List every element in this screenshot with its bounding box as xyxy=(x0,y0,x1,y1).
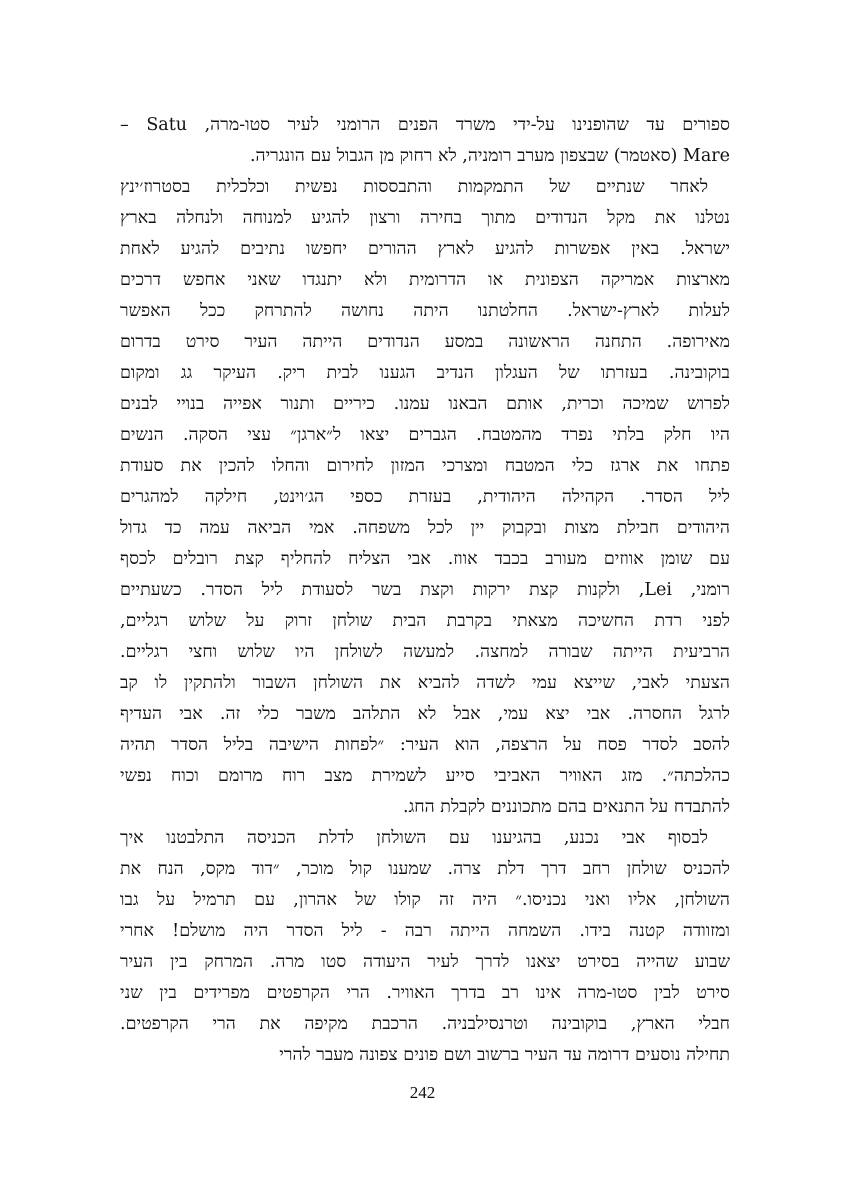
text-line: פתחו את ארגז כלי המטבח ומצרכי המזון לחירום והחלו להכין את סעודת xyxy=(120,456,730,476)
text-line: היהודים חבילת מצות ובקבוק יין לכל משפחה. אמי הביאה עמה כד גדול xyxy=(120,518,730,538)
text-line: ישראל. באין אפשרות להגיע לארץ ההורים יחפשו נתיבים להגיע לאחת xyxy=(120,239,730,259)
page-number: 242 xyxy=(409,1083,436,1102)
text-line: חבלי הארץ, בוקובינה וטרנסילבניה. הרכבת מקיפה את הרי הקרפטים. xyxy=(120,1014,730,1034)
text-line: הצעתי לאבי, שייצא עמי לשדה להביא את השולחן השבור ולהתקין לו קב xyxy=(120,673,730,693)
text-line: עם שומן אווזים מעורב בכבד אווז. אבי הצליח להחליף קצת רובלים לכסף xyxy=(120,549,730,569)
text-line: ומזוודה קטנה בידו. השמחה הייתה רבה - ליל הסדר היה מושלם! אחרי xyxy=(120,921,730,941)
text-line: ספורים עד שהופנינו על-ידי משרד הפנים הרומני לעיר סטו-מרה, Satu – xyxy=(120,115,730,135)
paragraph xyxy=(120,172,730,823)
text-line: נטלנו את מקל הנדודים מתוך בחירה ורצון להגיע למנוחה ולנחלה בארץ xyxy=(120,208,730,228)
text-line: ליל הסדר. הקהילה היהודית, בעזרת כספי הג׳וינט, חילקה למהגרים xyxy=(120,487,730,507)
text-line: להתבדח על התנאים בהם מתכוננים לקבלת החג. xyxy=(402,797,730,817)
text-line: לרגל החסרה. אבי יצא עמי, אבל לא התלהב משבר כלי זה. אבי העדיף xyxy=(120,704,730,724)
text-line: Mare (סאטמר) שבצפון מערב רומניה, לא רחוק מן הגבול עם הונגריה. xyxy=(249,146,730,166)
text-line: השולחן, אליו ואני נכניסו.״ היה זה קולו של אהרון, עם תרמיל על גבו xyxy=(120,890,730,910)
text-line: שבוע שהייה בסירט יצאנו לדרך לעיר היעודה סטו מרה. המרחק בין העיר xyxy=(120,952,730,972)
paragraph xyxy=(120,823,730,1071)
text-line: רומני, Lei, ולקנות קצת ירקות וקצת בשר לסעודת ליל הסדר. כשעתיים xyxy=(120,580,730,600)
text-line: לפני רדת החשיכה מצאתי בקרבת הבית שולחן זרוק על שלוש רגליים, xyxy=(120,611,730,631)
text-line: מאירופה. התחנה הראשונה במסע הנדודים הייתה העיר סירט בדרום xyxy=(120,332,730,352)
text-line: לבסוף אבי נכנע, בהגיענו עם השולחן לדלת הכניסה התלבטנו איך xyxy=(120,828,708,848)
text-line: לפרוש שמיכה וכרית, אותם הבאנו עמנו. כיריים ותנור אפייה בנויי לבנים xyxy=(120,394,730,414)
paragraph xyxy=(120,110,730,172)
text-line: היו חלק בלתי נפרד מהמטבח. הגברים יצאו ל״ארגן״ עצי הסקה. הנשים xyxy=(120,425,730,445)
text-line: סירט לבין סטו-מרה אינו רב בדרך האוויר. הרי הקרפטים מפרידים בין שני xyxy=(120,983,730,1003)
text-line: תחילה נוסעים דרומה עד העיר ברשוב ושם פונים צפונה מעבר להרי xyxy=(279,1045,730,1065)
text-line: בוקובינה. בעזרתו של העגלון הנדיב הגענו לבית ריק. העיקר גג ומקום xyxy=(120,363,730,383)
text-line: להכניס שולחן רחב דרך דלת צרה. שמענו קול מוכר, ״דוד מקס, הנח את xyxy=(120,859,730,879)
text-line: מארצות אמריקה הצפונית או הדרומית ולא יתנגדו שאני אחפש דרכים xyxy=(120,270,730,290)
body-text xyxy=(120,110,730,1071)
text-line: הרביעית הייתה שבורה למחצה. למעשה לשולחן היו שלוש וחצי רגליים. xyxy=(120,642,730,662)
text-line: כהלכתה״. מזג האוויר האביבי סייע לשמירת מצב רוח מרומם וכוח נפשי xyxy=(120,766,730,786)
text-line: לעלות לארץ-ישראל. החלטתנו היתה נחושה להתרחק ככל האפשר xyxy=(120,301,730,321)
text-line: לאחר שנתיים של התמקמות והתבססות נפשית וכלכלית בסטרוז׳ינץ xyxy=(120,177,708,197)
text-line: להסב לסדר פסח על הרצפה, הוא העיר: ״לפחות הישיבה בליל הסדר תהיה xyxy=(120,735,730,755)
